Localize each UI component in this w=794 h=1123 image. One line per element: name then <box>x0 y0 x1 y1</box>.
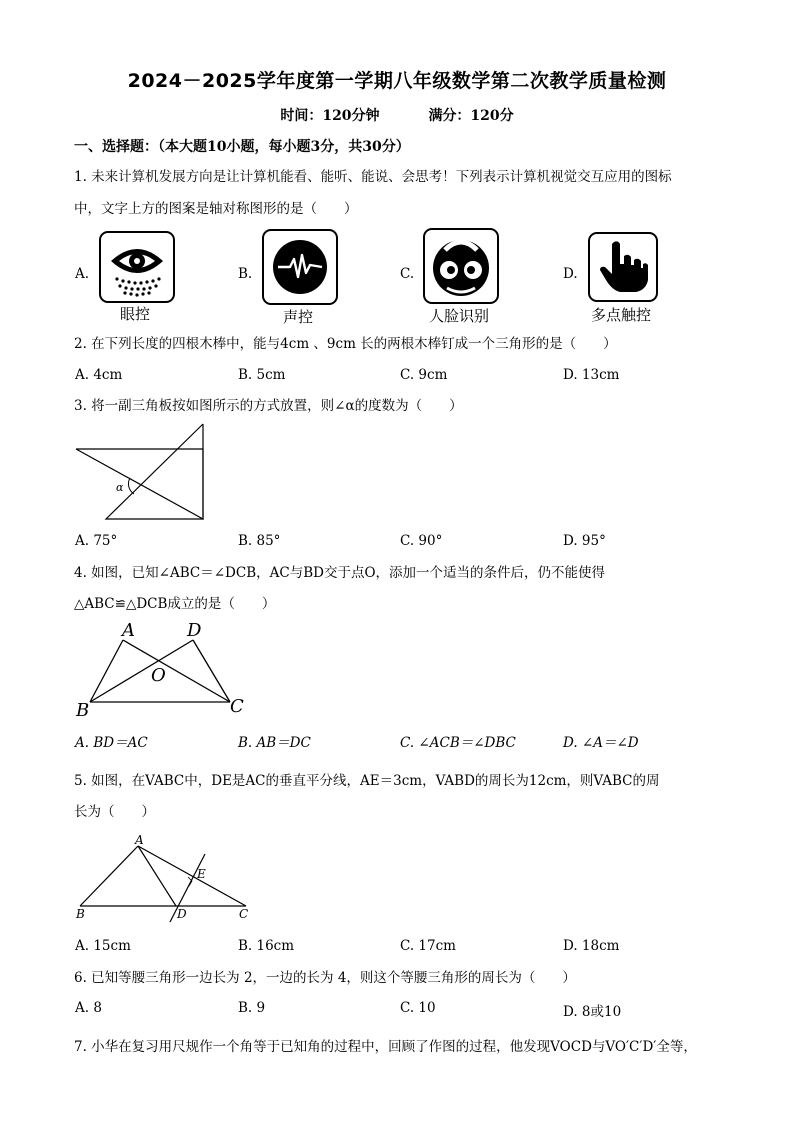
question-1-line-2: 中，文字上方的图案是轴对称图形的是（ ） <box>74 201 358 217</box>
q3-angle-label: α <box>116 481 124 494</box>
q5-option-b: B. 16cm <box>238 938 295 954</box>
q4-label-d: D <box>187 620 202 641</box>
q6-option-a: A. 8 <box>75 1000 102 1016</box>
q4-triangle-figure <box>74 618 254 720</box>
q3-option-c: C. 90° <box>400 533 443 549</box>
question-2: 2. 在下列长度的四根木棒中，能与4cm 、9cm 长的两根木棒钉成一个三角形的是（ ） <box>74 336 617 352</box>
q2-option-b: B. 5cm <box>238 367 286 383</box>
question-7: 7. 小华在复习用尺规作一个角等于已知角的过程中，回顾了作图的过程，他发现VOCD与VO′C′D′全等， <box>74 1039 697 1055</box>
q6-option-c: C. 10 <box>400 1000 436 1016</box>
q3-option-b: B. 85° <box>238 533 281 549</box>
q1-option-b-letter: B. <box>238 266 253 282</box>
q4-label-b: B <box>76 700 90 721</box>
q1-option-d-label: 多点触控 <box>590 306 651 324</box>
q1-option-a-label: 眼控 <box>119 305 150 323</box>
question-4-line-2: △ABC≌△DCB成立的是（ ） <box>74 596 276 612</box>
exam-score: 满分：120分 <box>428 108 514 124</box>
q1-option-c-letter: C. <box>400 266 415 282</box>
q6-option-d: D. 8或10 <box>563 1004 622 1020</box>
question-5-line-2: 长为（ ） <box>74 804 155 820</box>
exam-info <box>0 105 794 125</box>
question-1-line-1: 1. 未来计算机发展方向是让计算机能看、能听、能说、会思考！下列表示计算机视觉交互应用的图标 <box>74 169 672 185</box>
q4-option-d: D. ∠A＝∠D <box>563 735 639 751</box>
q5-triangle-figure <box>74 832 254 928</box>
q5-option-c: C. 17cm <box>400 938 456 954</box>
q3-triangle-figure <box>74 420 214 524</box>
q1-option-d-letter: D. <box>563 266 578 282</box>
q4-label-o: O <box>151 665 166 686</box>
q5-option-a: A. 15cm <box>75 938 131 954</box>
q5-label-e: E <box>197 867 206 881</box>
voice-control-icon <box>262 229 338 305</box>
question-3: 3. 将一副三角板按如图所示的方式放置，则∠α的度数为（ ） <box>74 398 463 414</box>
q5-label-c: C <box>239 907 249 921</box>
q1-option-c-label: 人脸识别 <box>428 307 489 325</box>
page-title: 2024－2025学年度第一学期八年级数学第二次教学质量检测 <box>127 70 667 92</box>
q1-option-a-letter: A. <box>75 266 90 282</box>
q2-option-a: A. 4cm <box>75 367 123 383</box>
q4-option-a: A. BD＝AC <box>75 735 148 751</box>
question-5-line-1: 5. 如图，在VABC中，DE是AC的垂直平分线，AE＝3cm，VABD的周长为12cm，则VABC的周 <box>74 773 660 789</box>
q3-option-d: D. 95° <box>563 533 606 549</box>
q5-label-a: A <box>135 833 144 847</box>
question-4-line-1: 4. 如图，已知∠ABC＝∠DCB，AC与BD交于点O，添加一个适当的条件后，仍不能使得 <box>74 565 606 581</box>
eye-control-icon <box>99 231 175 303</box>
q6-option-b: B. 9 <box>238 1000 266 1016</box>
q2-option-c: C. 9cm <box>400 367 448 383</box>
q4-option-b: B. AB＝DC <box>238 735 311 751</box>
exam-time: 时间：120分钟 <box>280 108 380 124</box>
face-recognition-icon <box>423 228 499 304</box>
q3-option-a: A. 75° <box>75 533 118 549</box>
q1-option-b-label: 声控 <box>282 308 313 326</box>
q5-option-d: D. 18cm <box>563 938 620 954</box>
q5-label-d: D <box>177 907 187 921</box>
q4-label-c: C <box>230 696 244 717</box>
question-6: 6. 已知等腰三角形一边长为 2，一边的长为 4，则这个等腰三角形的周长为（ ） <box>74 970 576 986</box>
multi-touch-icon <box>588 232 658 302</box>
q5-label-b: B <box>76 907 85 921</box>
q4-label-a: A <box>122 620 135 641</box>
q2-option-d: D. 13cm <box>563 367 620 383</box>
q4-option-c: C. ∠ACB＝∠DBC <box>400 735 516 751</box>
section-heading: 一、选择题：（本大题10小题，每小题3分，共30分） <box>74 139 410 155</box>
